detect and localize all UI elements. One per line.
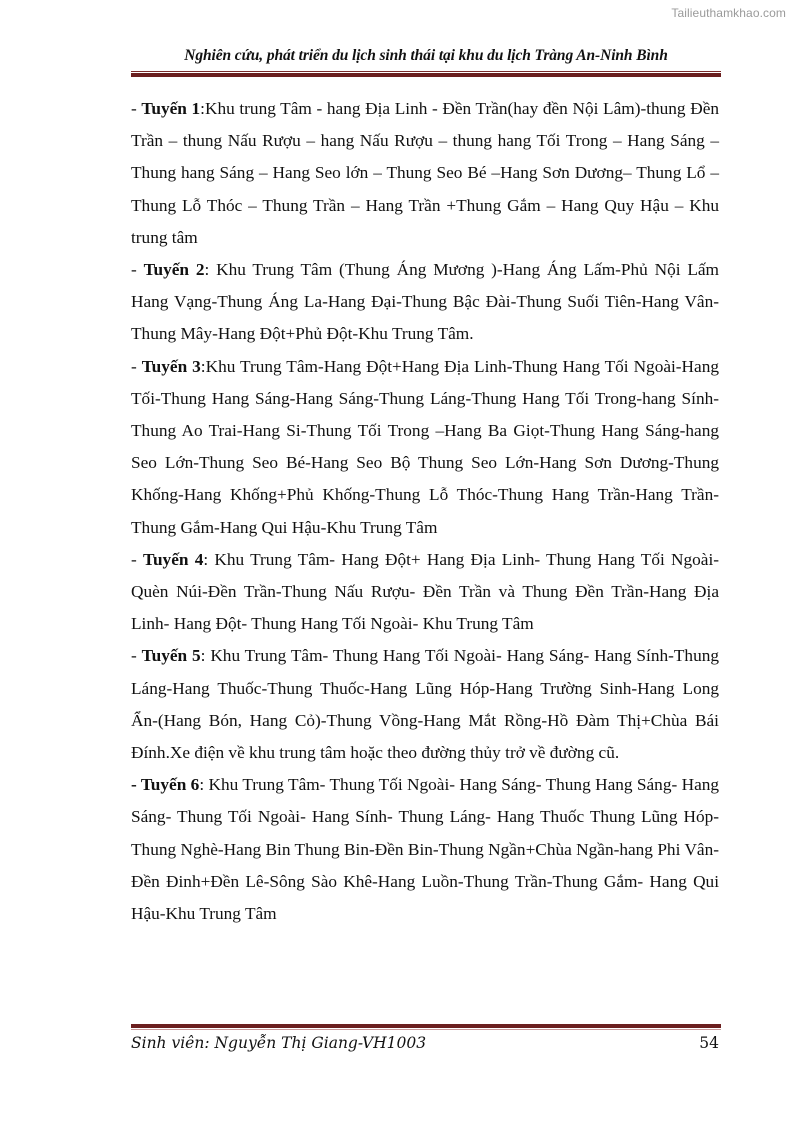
route-bullet: - <box>131 99 142 118</box>
route-paragraph-1 <box>131 93 719 254</box>
route-label: Tuyến 3 <box>141 356 201 376</box>
route-paragraph-5 <box>131 640 719 769</box>
route-paragraph-6 <box>131 769 719 930</box>
footer-rule <box>131 1024 721 1030</box>
route-paragraph-3 <box>131 351 719 544</box>
route-description: : Khu Trung Tâm- Thung Tối Ngoài- Hang Sáng- Thung Hang Sáng- Hang Sáng- Thung Tối Ngoài- Hang Sính- Thung Láng- Hang Thuốc Thung Lũng Hóp-Thung Nghè-Hang Bin Thung Bin-Đền Bin-Thung Ngần+Chùa Ngần-hang Phi Vân-Đền Đinh+Đền Lê-Sông Sào Khê-Hang Luồn-Thung Trần-Thung Gắm- Hang Qui Hậu-Khu Trung Tâm <box>131 775 720 924</box>
route-description: : Khu Trung Tâm (Thung Áng Mương )-Hang Áng Lấm-Phủ Nội Lấm Hang Vạng-Thung Áng La-Hang Đại-Thung Bậc Đài-Thung Suối Tiên-Hang Vân-Thung Mây-Hang Đột+Phủ Đột-Khu Trung Tâm. <box>131 260 719 344</box>
route-label: Tuyến 4 <box>143 549 204 569</box>
header-rule-thick-line <box>131 73 721 77</box>
document-body <box>131 93 719 930</box>
route-bullet: - <box>131 775 141 795</box>
route-description: : Khu Trung Tâm- Hang Đột+ Hang Địa Linh- Thung Hang Tối Ngoài-Quèn Núi-Đền Trần-Thung Nấu Rượu- Đền Trần và Thung Đền Trần-Hang Địa Linh- Hang Đột- Thung Hang Tối Ngoài- Khu Trung Tâm <box>131 549 719 634</box>
footer-rule-thin-line <box>131 1029 721 1030</box>
route-label: Tuyến 5 <box>141 646 201 666</box>
footer-student-name: Sinh viên: Nguyễn Thị Giang-VH1003 <box>131 1034 427 1052</box>
route-description: :Khu trung Tâm - hang Địa Linh - Đền Trần(hay đền Nội Lâm)-thung Đền Trần – thung Nấu Rượu – hang Nấu Rượu – thung hang Tối Trong – Hang Sáng – Thung hang Sáng – Hang Seo lớn – Thung Seo Bé –Hang Sơn Dương– Thung Lổ – Thung Lỗ Thóc – Thung Trần – Hang Trần +Thung Gắm – Hang Quy Hậu – Khu trung tâm <box>131 99 719 247</box>
route-label: Tuyến 1 <box>141 99 201 118</box>
header-rule <box>131 71 721 77</box>
running-header-title: Nghiên cứu, phát triển du lịch sinh thái tại khu du lịch Tràng An-Ninh Bình <box>184 47 668 64</box>
route-bullet: - <box>131 549 143 569</box>
route-label: Tuyến 6 <box>140 775 200 795</box>
footer-rule-thick-line <box>131 1024 721 1028</box>
watermark-text: Tailieuthamkhao.com <box>671 6 786 20</box>
route-description: : Khu Trung Tâm- Thung Hang Tối Ngoài- Hang Sáng- Hang Sính-Thung Láng-Hang Thuốc-Thung Thuốc-Hang Lũng Hóp-Hang Trường Sinh-Hang Long Ẩn-(Hang Bón, Hang Cỏ)-Thung Vồng-Hang Mắt Rồng-Hồ Đàm Thị+Chùa Bái Đính.Xe điện về khu trung tâm hoặc theo đường thủy trở về đường cũ. <box>131 646 719 763</box>
header-rule-thin-line <box>131 71 721 72</box>
route-bullet: - <box>131 646 142 666</box>
route-paragraph-4 <box>131 544 719 641</box>
route-description: :Khu Trung Tâm-Hang Đột+Hang Địa Linh-Thung Hang Tối Ngoài-Hang Tối-Thung Hang Sáng-Hang Sáng-Thung Láng-Thung Hang Tối Trong-hang Sính-Thung Ao Trai-Hang Si-Thung Tối Trong –Hang Ba Giọt-Thung Hang Sáng-hang Seo Lớn-Thung Seo Bé-Hang Seo Bộ Thung Seo Lớn-Hang Sơn Dương-Thung Khống-Hang Khống+Phủ Khống-Thung Lỗ Thóc-Thung Hang Trần-Hang Trần-Thung Gắm-Hang Qui Hậu-Khu Trung Tâm <box>131 356 719 537</box>
route-label: Tuyến 2 <box>143 260 205 280</box>
page-number: 54 <box>699 1034 719 1052</box>
route-paragraph-2 <box>131 254 719 351</box>
route-bullet: - <box>131 260 144 280</box>
route-bullet: - <box>131 356 142 376</box>
